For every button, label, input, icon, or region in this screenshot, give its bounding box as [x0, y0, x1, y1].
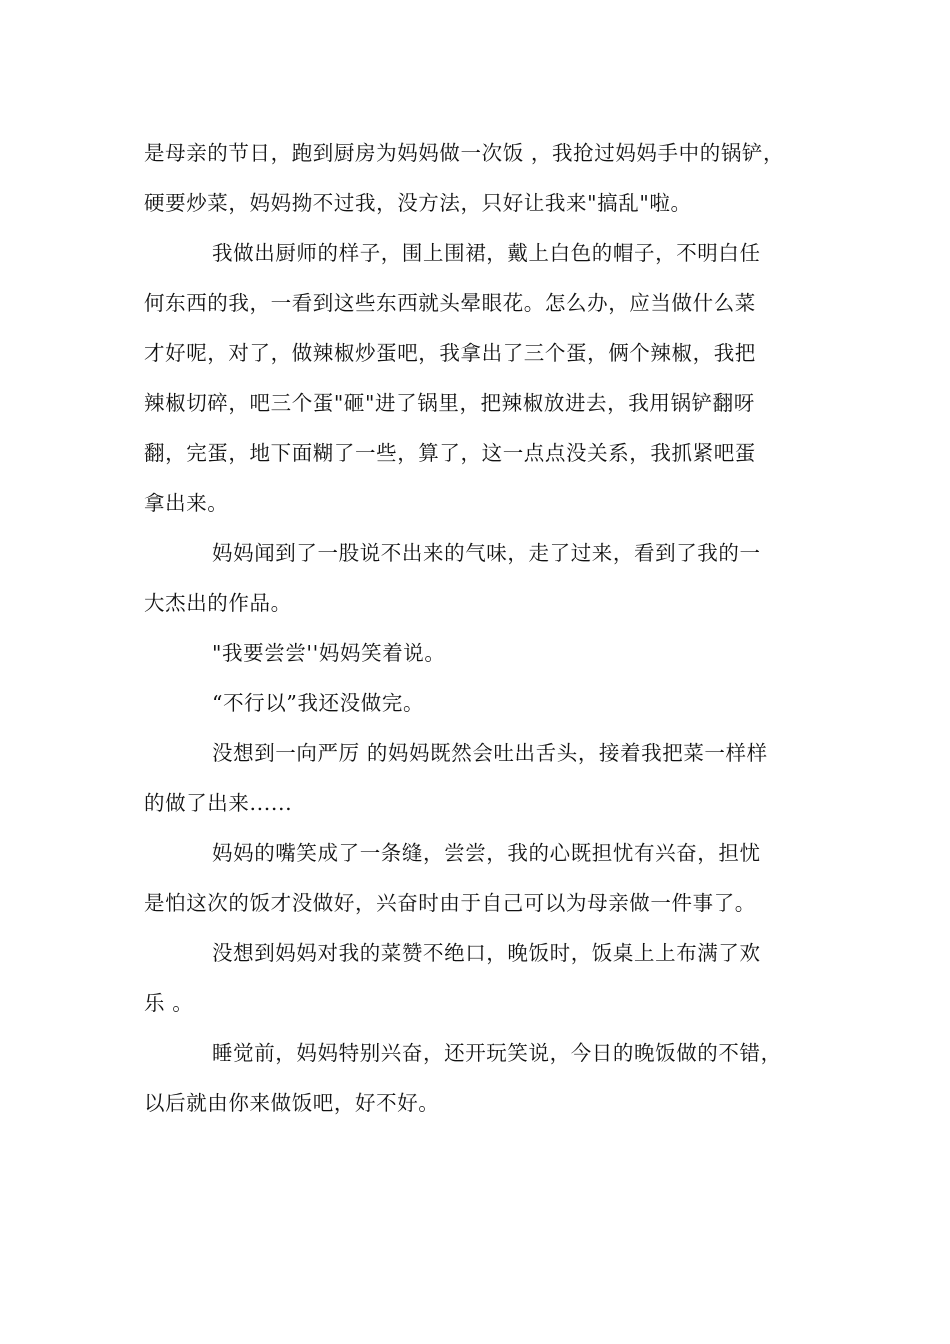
paragraph	[144, 828, 834, 928]
text-line: 以后就由你来做饭吧，好不好。	[144, 1091, 440, 1115]
text-line: “不行以”我还没做完。	[212, 691, 425, 715]
essay-body	[144, 128, 834, 1128]
text-line: 乐 。	[144, 991, 194, 1015]
text-line: 何东西的我，一看到这些东西就头晕眼花。怎么办，应当做什么菜	[144, 291, 756, 315]
paragraph	[144, 628, 834, 678]
paragraph	[144, 728, 834, 828]
paragraph	[144, 1028, 834, 1128]
text-line: 辣椒切碎，吧三个蛋"砸"进了锅里，把辣椒放进去，我用锅铲翻呀	[144, 391, 755, 415]
text-line: 睡觉前，妈妈特别兴奋，还开玩笑说，今日的晚饭做的不错，	[212, 1041, 782, 1065]
paragraph	[144, 528, 834, 628]
text-line: 翻，完蛋，地下面糊了一些，算了，这一点点没关系，我抓紧吧蛋	[144, 441, 756, 465]
text-line: 才好呢，对了，做辣椒炒蛋吧，我拿出了三个蛋，俩个辣椒，我把	[144, 341, 756, 365]
text-line: 没想到妈妈对我的菜赞不绝口，晚饭时，饭桌上上布满了欢	[212, 941, 761, 965]
text-line: 硬要炒菜，妈妈拗不过我，没方法，只好让我来"搞乱"啦。	[144, 191, 692, 215]
text-line: 大杰出的作品。	[144, 591, 292, 615]
text-line: 没想到一向严厉 的妈妈既然会吐出舌头，接着我把菜一样样	[212, 741, 768, 765]
text-line: 拿出来。	[144, 491, 229, 515]
text-line: 我做出厨师的样子，围上围裙，戴上白色的帽子，不明白任	[212, 241, 761, 265]
text-line: "我要尝尝''妈妈笑着说。	[212, 641, 446, 665]
text-line: 是怕这次的饭才没做好，兴奋时由于自己可以为母亲做一件事了。	[144, 891, 756, 915]
paragraph	[144, 928, 834, 1028]
text-line: 是母亲的节日，跑到厨房为妈妈做一次饭 ，我抢过妈妈手中的锅铲，	[144, 141, 785, 165]
paragraph	[144, 228, 834, 528]
text-line: 的做了出来......	[144, 791, 293, 815]
text-line: 妈妈闻到了一股说不出来的气味，走了过来，看到了我的一	[212, 541, 761, 565]
paragraph	[144, 128, 834, 228]
paragraph	[144, 678, 834, 728]
text-line: 妈妈的嘴笑成了一条缝，尝尝，我的心既担忧有兴奋，担忧	[212, 841, 761, 865]
